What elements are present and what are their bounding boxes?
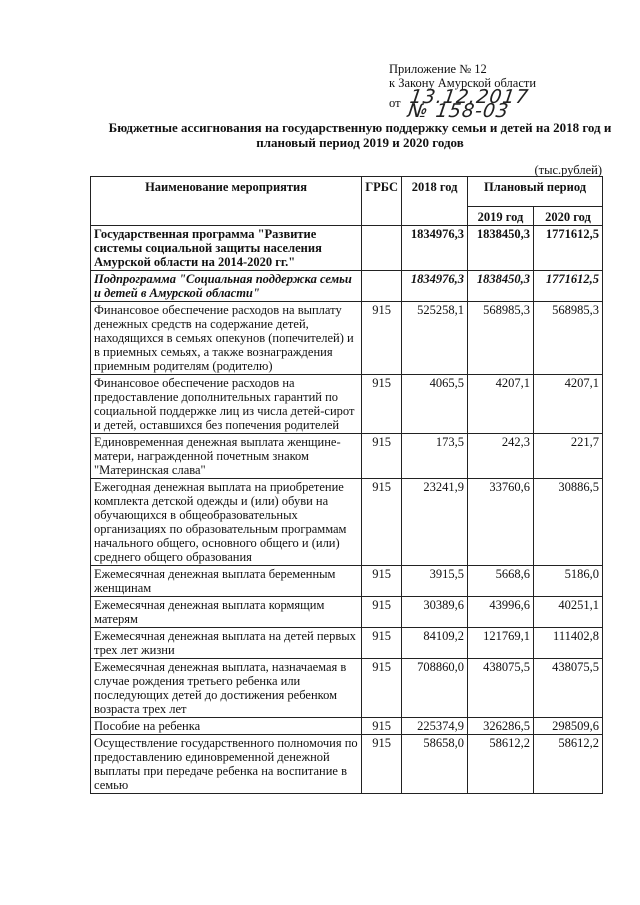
row-name: Финансовое обеспечение расходов на выплату денежных средств на содержание детей, находящихся в семьях опекунов (попечителей) и в приемных семьях, а также вознаграждения приемным родителям (родителю) [91,302,362,375]
row-2020: 4207,1 [534,375,603,434]
row-2019: 568985,3 [468,302,534,375]
row-2019: 438075,5 [468,659,534,718]
row-2020: 568985,3 [534,302,603,375]
table-row [91,271,603,302]
row-name: Ежемесячная денежная выплата на детей первых трех лет жизни [91,628,362,659]
appendix-header [389,62,537,122]
row-grbs: 915 [362,735,402,794]
row-name: Ежемесячная денежная выплата кормящим матерям [91,597,362,628]
row-grbs: 915 [362,375,402,434]
row-grbs: 915 [362,659,402,718]
handwritten-date: 13.12.2017 № 158-03 [406,86,531,122]
row-2019: 121769,1 [468,628,534,659]
row-2019: 43996,6 [468,597,534,628]
document-title: Бюджетные ассигнования на государственную поддержку семьи и детей на 2018 год и плановый период 2019 и 2020 годов [108,120,612,150]
appendix-date-line [389,86,536,122]
row-2019: 326286,5 [468,718,534,735]
table-row [91,597,603,628]
row-2019: 33760,6 [468,479,534,566]
budget-table [90,176,603,794]
row-2018: 225374,9 [402,718,468,735]
row-name: Ежемесячная денежная выплата беременным женщинам [91,566,362,597]
units-label: (тыс.рублей) [534,163,602,177]
row-name: Пособие на ребенка [91,718,362,735]
table-header [91,177,603,226]
row-grbs [362,226,402,271]
table-row [91,718,603,735]
col-header-grbs: ГРБС [362,177,402,226]
col-header-2020: 2020 год [534,207,603,226]
col-header-2018: 2018 год [402,177,468,226]
row-grbs: 915 [362,302,402,375]
row-2020: 221,7 [534,434,603,479]
row-2018: 30389,6 [402,597,468,628]
table-row [91,302,603,375]
row-name: Ежемесячная денежная выплата, назначаемая в случае рождения третьего ребенка или последующих детей до достижения ребенком возраста трех лет [91,659,362,718]
row-2019: 4207,1 [468,375,534,434]
table-row [91,659,603,718]
row-grbs: 915 [362,718,402,735]
table-row [91,628,603,659]
table-row [91,735,603,794]
row-2020: 58612,2 [534,735,603,794]
row-2020: 5186,0 [534,566,603,597]
row-2019: 5668,6 [468,566,534,597]
row-2020: 40251,1 [534,597,603,628]
table-row [91,566,603,597]
appendix-law: к Закону Амурской области [389,76,537,90]
row-2018: 3915,5 [402,566,468,597]
row-name: Государственная программа "Развитие системы социальной защиты населения Амурской области на 2014-2020 гг." [91,226,362,271]
row-grbs: 915 [362,479,402,566]
row-2018: 525258,1 [402,302,468,375]
row-name: Подпрограмма "Социальная поддержка семьи и детей в Амурской области" [91,271,362,302]
row-2018: 4065,5 [402,375,468,434]
row-2018: 58658,0 [402,735,468,794]
date-prefix: от [389,96,401,110]
row-2020: 1771612,5 [534,271,603,302]
row-2018: 708860,0 [402,659,468,718]
row-grbs: 915 [362,434,402,479]
row-2019: 58612,2 [468,735,534,794]
row-name: Финансовое обеспечение расходов на предоставление дополнительных гарантий по социальной поддержке лиц из числа детей-сирот и детей, оставшихся без попечения родителей [91,375,362,434]
table-body [91,226,603,794]
row-2019: 1838450,3 [468,226,534,271]
row-2018: 173,5 [402,434,468,479]
table-row [91,434,603,479]
row-2018: 1834976,3 [402,226,468,271]
row-name: Ежегодная денежная выплата на приобретение комплекта детской одежды и (или) обуви на обучающихся в общеобразовательных организациях по образовательным программам начального общего, основного общего и (или) среднего общего образования [91,479,362,566]
table-row [91,375,603,434]
row-2020: 438075,5 [534,659,603,718]
table-row [91,226,603,271]
row-name: Единовременная денежная выплата женщине-матери, награжденной почетным знаком "Материнская слава" [91,434,362,479]
row-2018: 1834976,3 [402,271,468,302]
row-2018: 84109,2 [402,628,468,659]
row-2018: 23241,9 [402,479,468,566]
col-header-plan-period: Плановый период [468,177,603,207]
row-2020: 111402,8 [534,628,603,659]
appendix-number: Приложение № 12 [389,62,487,76]
row-grbs [362,271,402,302]
row-2020: 1771612,5 [534,226,603,271]
col-header-name: Наименование мероприятия [91,177,362,226]
row-2020: 298509,6 [534,718,603,735]
row-2020: 30886,5 [534,479,603,566]
col-header-2019: 2019 год [468,207,534,226]
row-grbs: 915 [362,628,402,659]
table-row [91,479,603,566]
row-grbs: 915 [362,566,402,597]
row-2019: 242,3 [468,434,534,479]
row-name: Осуществление государственного полномочия по предоставлению единовременной денежной выплаты при передаче ребенка на воспитание в семью [91,735,362,794]
row-grbs: 915 [362,597,402,628]
row-2019: 1838450,3 [468,271,534,302]
